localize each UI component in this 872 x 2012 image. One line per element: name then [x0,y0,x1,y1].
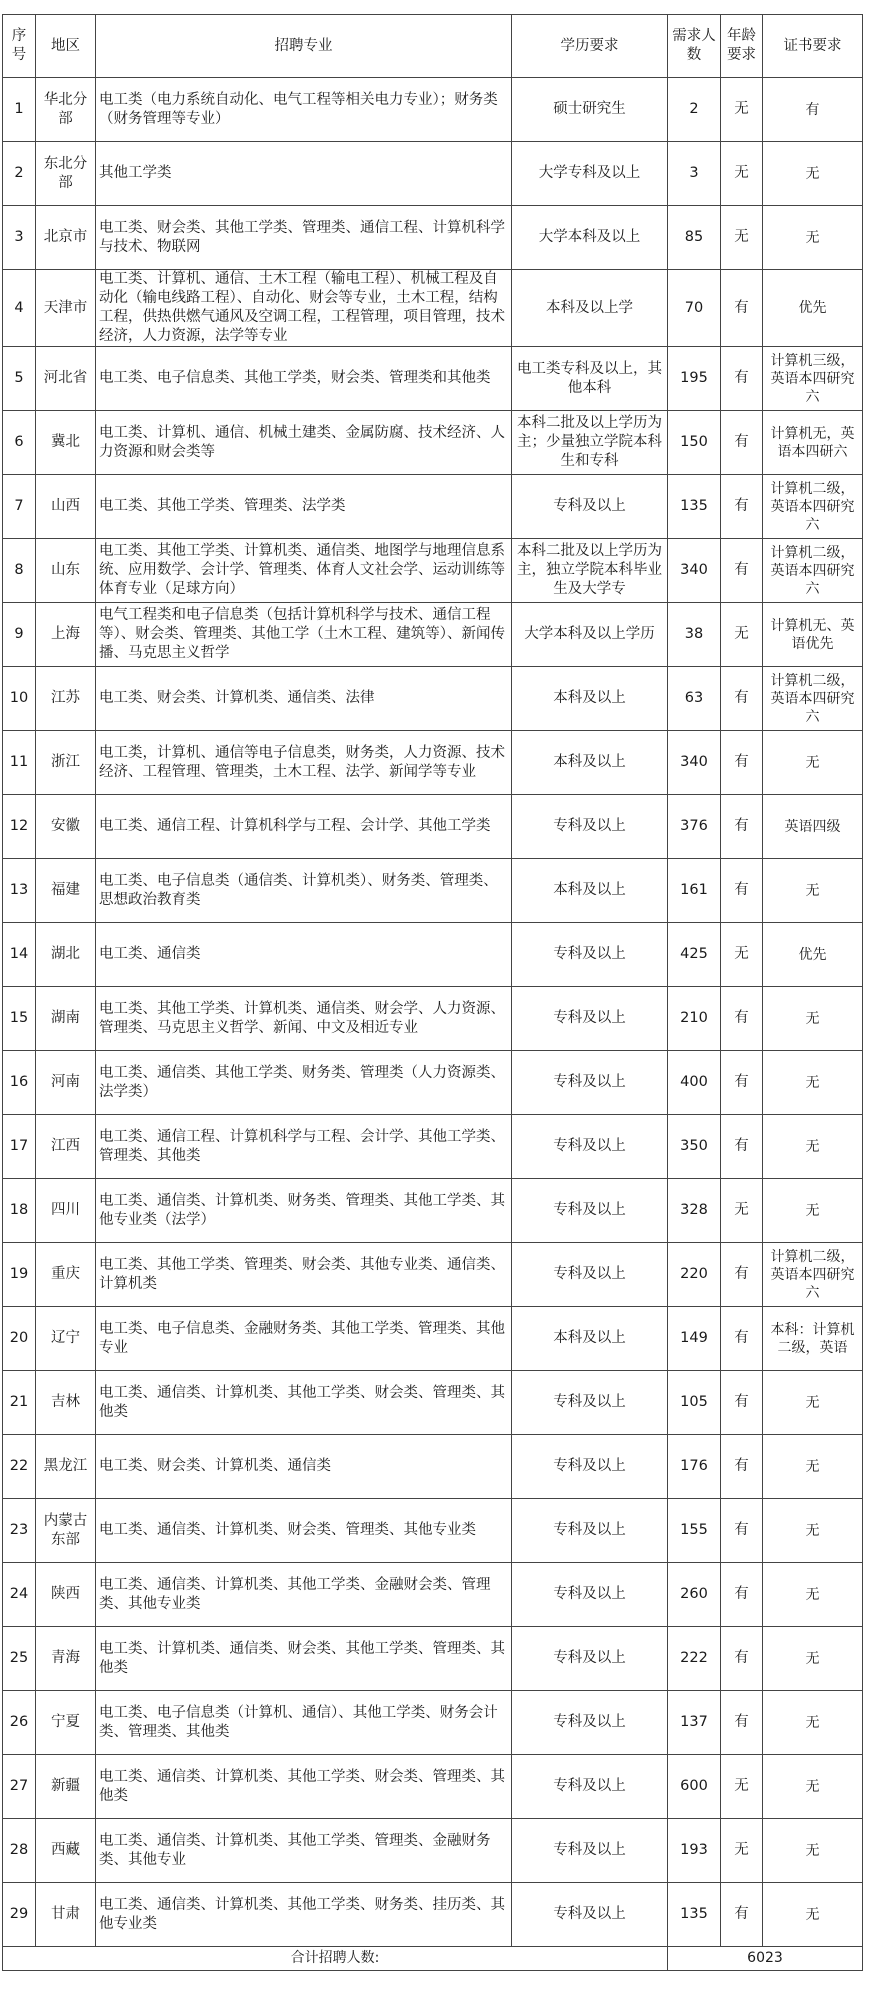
cell-region: 内蒙古东部 [36,1499,96,1563]
cell-major: 电工类，计算机、通信等电子信息类，财务类，人力资源、技术经济、工程管理、管理类，土木工程、法学、新闻学等专业 [96,731,512,795]
cell-index: 2 [3,142,36,206]
cell-index: 21 [3,1371,36,1435]
cell-index: 12 [3,795,36,859]
cell-major: 电工类、其他工学类、计算机类、通信类、地图学与地理信息系统、应用数学、会计学、管理类、体育人文社会学、运动训练等体育专业（足球方向） [96,539,512,603]
table-row [3,1371,863,1435]
cell-education: 专科及以上 [512,1691,668,1755]
cell-major: 电工类、通信类、计算机类、其他工学类、财会类、管理类、其他类 [96,1371,512,1435]
table-row [3,78,863,142]
cell-count: 63 [668,667,721,731]
cell-cert: 英语四级 [763,795,863,859]
cell-cert: 无 [763,1883,863,1947]
cell-age: 有 [721,731,763,795]
cell-education: 专科及以上 [512,1627,668,1691]
cell-index: 6 [3,411,36,475]
cell-count: 328 [668,1179,721,1243]
table-row [3,923,863,987]
cell-index: 9 [3,603,36,667]
cell-count: 176 [668,1435,721,1499]
cell-age: 无 [721,206,763,270]
cell-count: 149 [668,1307,721,1371]
cell-education: 专科及以上 [512,1563,668,1627]
cell-age: 有 [721,1883,763,1947]
cell-education: 本科及以上 [512,859,668,923]
cell-cert: 无 [763,1819,863,1883]
header-region: 地区 [36,15,96,78]
cell-cert: 计算机无，英语本四研六 [763,411,863,475]
cell-count: 2 [668,78,721,142]
cell-cert: 无 [763,1179,863,1243]
header-education: 学历要求 [512,15,668,78]
cell-count: 3 [668,142,721,206]
cell-index: 5 [3,347,36,411]
table-row [3,475,863,539]
cell-age: 有 [721,1499,763,1563]
cell-major: 电工类、电子信息类（通信类、计算机类）、财务类、管理类、思想政治教育类 [96,859,512,923]
total-value: 6023 [668,1947,863,1971]
table-row [3,1691,863,1755]
cell-cert: 无 [763,1563,863,1627]
cell-count: 425 [668,923,721,987]
cell-region: 江西 [36,1115,96,1179]
table-row [3,1179,863,1243]
cell-education: 大学本科及以上学历 [512,603,668,667]
table-row [3,667,863,731]
cell-age: 有 [721,1627,763,1691]
cell-region: 吉林 [36,1371,96,1435]
cell-index: 1 [3,78,36,142]
cell-cert: 优先 [763,270,863,347]
cell-cert: 无 [763,987,863,1051]
cell-cert: 无 [763,859,863,923]
cell-region: 重庆 [36,1243,96,1307]
cell-count: 155 [668,1499,721,1563]
cell-major: 电气工程类和电子信息类（包括计算机科学与技术、通信工程等）、财会类、管理类、其他工学（土木工程、建筑等）、新闻传播、马克思主义哲学 [96,603,512,667]
cell-index: 15 [3,987,36,1051]
cell-count: 376 [668,795,721,859]
cell-education: 硕士研究生 [512,78,668,142]
cell-count: 161 [668,859,721,923]
cell-index: 14 [3,923,36,987]
cell-age: 有 [721,1371,763,1435]
cell-count: 340 [668,731,721,795]
cell-region: 河北省 [36,347,96,411]
table-row [3,1563,863,1627]
cell-education: 专科及以上 [512,475,668,539]
cell-education: 专科及以上 [512,795,668,859]
cell-count: 195 [668,347,721,411]
cell-index: 18 [3,1179,36,1243]
cell-major: 电工类、通信类 [96,923,512,987]
total-label: 合计招聘人数: [3,1947,668,1971]
cell-cert: 无 [763,142,863,206]
cell-cert: 无 [763,1051,863,1115]
cell-age: 无 [721,142,763,206]
cell-major: 电工类、通信类、计算机类、其他工学类、财务类、挂历类、其他专业类 [96,1883,512,1947]
header-major: 招聘专业 [96,15,512,78]
table-row [3,1883,863,1947]
cell-education: 本科二批及以上学历为主；少量独立学院本科生和专科 [512,411,668,475]
cell-cert: 无 [763,1627,863,1691]
cell-count: 260 [668,1563,721,1627]
cell-count: 85 [668,206,721,270]
cell-cert: 本科：计算机二级，英语 [763,1307,863,1371]
table-row [3,731,863,795]
cell-count: 135 [668,475,721,539]
cell-cert: 计算机二级，英语本四研究六 [763,475,863,539]
table-row [3,859,863,923]
cell-age: 无 [721,603,763,667]
cell-index: 3 [3,206,36,270]
table-row [3,1307,863,1371]
cell-count: 210 [668,987,721,1051]
cell-region: 天津市 [36,270,96,347]
cell-region: 浙江 [36,731,96,795]
cell-region: 河南 [36,1051,96,1115]
cell-region: 湖北 [36,923,96,987]
cell-region: 上海 [36,603,96,667]
cell-age: 无 [721,78,763,142]
cell-major: 电工类、电子信息类、金融财务类、其他工学类、管理类、其他专业 [96,1307,512,1371]
cell-region: 福建 [36,859,96,923]
header-index: 序号 [3,15,36,78]
cell-count: 193 [668,1819,721,1883]
cell-education: 专科及以上 [512,1435,668,1499]
cell-region: 甘肃 [36,1883,96,1947]
cell-index: 27 [3,1755,36,1819]
cell-age: 有 [721,539,763,603]
table-row [3,987,863,1051]
table-row [3,1627,863,1691]
cell-major: 电工类、通信工程、计算机科学与工程、会计学、其他工学类 [96,795,512,859]
cell-region: 青海 [36,1627,96,1691]
cell-count: 220 [668,1243,721,1307]
cell-cert: 优先 [763,923,863,987]
cell-education: 专科及以上 [512,1371,668,1435]
cell-region: 安徽 [36,795,96,859]
table-row [3,1499,863,1563]
cell-major: 电工类、计算机、通信、土木工程（输电工程）、机械工程及自动化（输电线路工程）、自动化、财会等专业，土木工程，结构工程，供热供燃气通风及空调工程，工程管理，项目管理，技术经济，人力资源，法学等专业 [96,270,512,347]
cell-education: 专科及以上 [512,1883,668,1947]
cell-index: 4 [3,270,36,347]
cell-major: 电工类、财会类、其他工学类、管理类、通信工程、计算机科学与技术、物联网 [96,206,512,270]
cell-age: 有 [721,795,763,859]
table-row [3,1435,863,1499]
cell-index: 20 [3,1307,36,1371]
cell-age: 有 [721,1115,763,1179]
cell-index: 22 [3,1435,36,1499]
cell-index: 25 [3,1627,36,1691]
cell-region: 四川 [36,1179,96,1243]
cell-age: 无 [721,1819,763,1883]
cell-cert: 无 [763,1755,863,1819]
header-cert: 证书要求 [763,15,863,78]
cell-major: 电工类、通信类、计算机类、其他工学类、管理类、金融财务类、其他专业 [96,1819,512,1883]
cell-age: 有 [721,667,763,731]
table-row [3,347,863,411]
table-row [3,142,863,206]
cell-major: 电工类、电子信息类（计算机、通信）、其他工学类、财务会计类、管理类、其他类 [96,1691,512,1755]
recruitment-table [2,14,863,1971]
cell-education: 大学专科及以上 [512,142,668,206]
cell-count: 38 [668,603,721,667]
cell-age: 有 [721,1307,763,1371]
cell-major: 电工类、通信类、计算机类、财务类、管理类、其他工学类、其他专业类（法学） [96,1179,512,1243]
cell-age: 有 [721,270,763,347]
cell-age: 有 [721,1051,763,1115]
cell-index: 19 [3,1243,36,1307]
cell-count: 137 [668,1691,721,1755]
header-row [3,15,863,78]
cell-region: 冀北 [36,411,96,475]
cell-cert: 无 [763,731,863,795]
cell-region: 西藏 [36,1819,96,1883]
table-row [3,1755,863,1819]
cell-count: 150 [668,411,721,475]
table-row [3,603,863,667]
cell-count: 340 [668,539,721,603]
cell-cert: 无 [763,1371,863,1435]
cell-cert: 计算机三级，英语本四研究六 [763,347,863,411]
cell-count: 70 [668,270,721,347]
cell-region: 陕西 [36,1563,96,1627]
cell-age: 有 [721,1243,763,1307]
cell-cert: 无 [763,206,863,270]
cell-education: 专科及以上 [512,1243,668,1307]
cell-region: 山西 [36,475,96,539]
cell-index: 8 [3,539,36,603]
cell-count: 350 [668,1115,721,1179]
cell-region: 山东 [36,539,96,603]
cell-major: 电工类、通信工程、计算机科学与工程、会计学、其他工学类、管理类、其他类 [96,1115,512,1179]
cell-index: 13 [3,859,36,923]
cell-count: 135 [668,1883,721,1947]
cell-major: 电工类（电力系统自动化、电气工程等相关电力专业）；财务类（财务管理等专业） [96,78,512,142]
header-age: 年龄要求 [721,15,763,78]
cell-cert: 计算机二级，英语本四研究六 [763,539,863,603]
cell-major: 电工类、其他工学类、管理类、财会类、其他专业类、通信类、计算机类 [96,1243,512,1307]
table-row [3,539,863,603]
cell-education: 本科及以上 [512,731,668,795]
cell-age: 有 [721,987,763,1051]
cell-cert: 无 [763,1435,863,1499]
cell-education: 专科及以上 [512,1179,668,1243]
cell-age: 有 [721,859,763,923]
cell-index: 16 [3,1051,36,1115]
cell-count: 105 [668,1371,721,1435]
cell-cert: 计算机二级，英语本四研究六 [763,1243,863,1307]
total-row [3,1947,863,1971]
cell-age: 有 [721,1691,763,1755]
cell-cert: 计算机无、英语优先 [763,603,863,667]
table-row [3,206,863,270]
cell-education: 本科及以上学 [512,270,668,347]
cell-cert: 有 [763,78,863,142]
cell-education: 专科及以上 [512,1051,668,1115]
cell-major: 电工类、通信类、计算机类、其他工学类、金融财会类、管理类、其他专业类 [96,1563,512,1627]
cell-region: 华北分部 [36,78,96,142]
cell-region: 新疆 [36,1755,96,1819]
header-count: 需求人数 [668,15,721,78]
table-row [3,1115,863,1179]
cell-count: 222 [668,1627,721,1691]
cell-region: 黑龙江 [36,1435,96,1499]
cell-age: 无 [721,1179,763,1243]
cell-index: 24 [3,1563,36,1627]
cell-major: 电工类、其他工学类、计算机类、通信类、财会学、人力资源、管理类、马克思主义哲学、新闻、中文及相近专业 [96,987,512,1051]
cell-region: 东北分部 [36,142,96,206]
cell-education: 专科及以上 [512,1499,668,1563]
cell-age: 无 [721,1755,763,1819]
cell-education: 专科及以上 [512,923,668,987]
cell-major: 电工类、通信类、其他工学类、财务类、管理类（人力资源类、法学类） [96,1051,512,1115]
cell-education: 本科及以上 [512,667,668,731]
cell-index: 11 [3,731,36,795]
cell-major: 电工类、财会类、计算机类、通信类 [96,1435,512,1499]
cell-major: 电工类、计算机类、通信类、财会类、其他工学类、管理类、其他类 [96,1627,512,1691]
cell-index: 29 [3,1883,36,1947]
cell-index: 7 [3,475,36,539]
cell-major: 其他工学类 [96,142,512,206]
cell-major: 电工类、通信类、计算机类、其他工学类、财会类、管理类、其他类 [96,1755,512,1819]
table-row [3,795,863,859]
cell-index: 17 [3,1115,36,1179]
cell-region: 北京市 [36,206,96,270]
cell-education: 专科及以上 [512,987,668,1051]
cell-age: 有 [721,1435,763,1499]
cell-major: 电工类、计算机、通信、机械土建类、金属防腐、技术经济、人力资源和财会类等 [96,411,512,475]
cell-education: 专科及以上 [512,1115,668,1179]
cell-major: 电工类、财会类、计算机类、通信类、法律 [96,667,512,731]
cell-education: 本科二批及以上学历为主，独立学院本科毕业生及大学专 [512,539,668,603]
cell-age: 有 [721,347,763,411]
cell-index: 10 [3,667,36,731]
cell-education: 专科及以上 [512,1755,668,1819]
table-row [3,1243,863,1307]
cell-education: 电工类专科及以上，其他本科 [512,347,668,411]
cell-education: 专科及以上 [512,1819,668,1883]
cell-age: 有 [721,475,763,539]
cell-cert: 无 [763,1115,863,1179]
cell-education: 大学本科及以上 [512,206,668,270]
cell-major: 电工类、电子信息类、其他工学类，财会类、管理类和其他类 [96,347,512,411]
cell-index: 28 [3,1819,36,1883]
cell-age: 有 [721,1563,763,1627]
cell-count: 400 [668,1051,721,1115]
table-row [3,411,863,475]
cell-count: 600 [668,1755,721,1819]
cell-education: 本科及以上 [512,1307,668,1371]
cell-region: 湖南 [36,987,96,1051]
table-row [3,1819,863,1883]
cell-major: 电工类、其他工学类、管理类、法学类 [96,475,512,539]
cell-index: 26 [3,1691,36,1755]
cell-region: 江苏 [36,667,96,731]
cell-major: 电工类、通信类、计算机类、财会类、管理类、其他专业类 [96,1499,512,1563]
cell-region: 宁夏 [36,1691,96,1755]
table-row [3,270,863,347]
cell-cert: 无 [763,1691,863,1755]
cell-region: 辽宁 [36,1307,96,1371]
cell-cert: 无 [763,1499,863,1563]
cell-age: 无 [721,923,763,987]
cell-age: 有 [721,411,763,475]
cell-cert: 计算机二级，英语本四研究六 [763,667,863,731]
table-row [3,1051,863,1115]
cell-index: 23 [3,1499,36,1563]
